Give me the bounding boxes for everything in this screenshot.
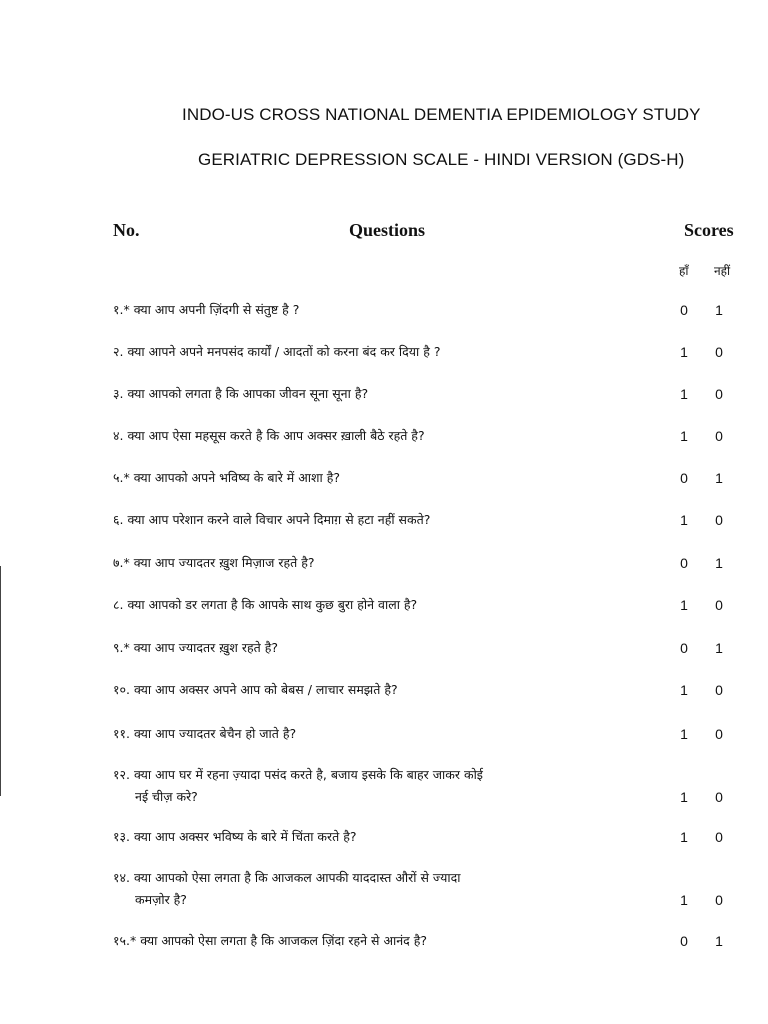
question-number: ९.* (113, 640, 130, 655)
column-header-questions: Questions (349, 220, 426, 240)
score-yes: 0 (680, 640, 688, 656)
question-number: ५.* (113, 470, 130, 485)
question-row (113, 341, 753, 363)
question-text: क्या आपको ऐसा लगता है कि आजकल आपकी याददास्त औरों से ज्यादा (133, 870, 461, 885)
question-text: क्या आप अक्सर भविष्य के बारे में चिंता करते है? (133, 829, 357, 844)
question-text: क्या आप घर में रहना ज़्यादा पसंद करते है, बजाय इसके कि बाहर जाकर कोई (133, 767, 483, 782)
question-row (113, 425, 753, 447)
score-yes: 1 (680, 829, 688, 845)
question-number: ७.* (113, 555, 130, 570)
question-text: क्या आप अक्सर अपने आप को बेबस / लाचार समझते है? (133, 682, 398, 697)
score-no: 0 (715, 789, 723, 805)
score-column-no: नहीं (714, 264, 731, 278)
question-row (113, 723, 753, 745)
column-header-scores: Scores (684, 220, 734, 240)
score-yes: 1 (680, 344, 688, 360)
question-text-continued: नई चीज़ करे? (135, 789, 198, 804)
score-yes: 0 (680, 470, 688, 486)
score-yes: 1 (680, 682, 688, 698)
score-no: 0 (715, 512, 723, 528)
question-number: १४. (113, 870, 130, 885)
question-number: ११. (113, 726, 130, 741)
question-number: १३. (113, 829, 130, 844)
score-no: 0 (715, 428, 723, 444)
question-row (113, 637, 753, 659)
score-yes: 0 (680, 933, 688, 949)
document-title: INDO-US CROSS NATIONAL DEMENTIA EPIDEMIOLOGY STUDY (182, 105, 701, 124)
question-row (113, 764, 753, 804)
score-no: 0 (715, 829, 723, 845)
column-header-no: No. (113, 220, 140, 240)
question-row (113, 826, 753, 848)
question-number: १५.* (113, 933, 137, 948)
question-text: क्या आप अपनी ज़िंदगी से संतुष्ट है ? (133, 302, 300, 317)
question-row (113, 679, 753, 701)
score-yes: 0 (680, 555, 688, 571)
score-yes: 1 (680, 512, 688, 528)
question-text: क्या आप ज्यादतर ख़ुश मिज़ाज रहते है? (133, 555, 315, 570)
score-no: 0 (715, 892, 723, 908)
question-text: क्या आपको लगता है कि आपका जीवन सूना सूना है? (127, 386, 369, 401)
score-no: 1 (715, 640, 723, 656)
question-number: ६. (113, 512, 124, 527)
score-yes: 1 (680, 892, 688, 908)
score-no: 1 (715, 302, 723, 318)
question-text: क्या आप ज्यादतर बेचैन हो जाते है? (133, 726, 297, 741)
document-subtitle: GERIATRIC DEPRESSION SCALE - HINDI VERSION (GDS-H) (198, 150, 685, 169)
score-no: 0 (715, 682, 723, 698)
score-no: 1 (715, 933, 723, 949)
question-row (113, 867, 753, 907)
question-text: क्या आप परेशान करने वाले विचार अपने दिमाग़ से हटा नहीं सकते? (127, 512, 431, 527)
question-row (113, 299, 753, 321)
question-row (113, 930, 753, 952)
question-text-continued: कमज़ोर है? (135, 892, 187, 907)
question-row (113, 552, 753, 574)
score-no: 0 (715, 386, 723, 402)
question-text: क्या आपको अपने भविष्य के बारे में आशा है? (133, 470, 340, 485)
question-number: ४. (113, 428, 124, 443)
score-yes: 1 (680, 789, 688, 805)
score-yes: 1 (680, 428, 688, 444)
score-yes: 1 (680, 597, 688, 613)
question-text: क्या आप ज्यादतर ख़ुश रहते है? (133, 640, 279, 655)
score-no: 0 (715, 597, 723, 613)
score-no: 0 (715, 726, 723, 742)
question-row (113, 594, 753, 616)
question-text: क्या आप ऐसा महसूस करते है कि आप अक्सर ख़ाली बैठे रहते है? (127, 428, 425, 443)
score-column-yes: हाँ (679, 264, 689, 278)
question-number: ३. (113, 386, 124, 401)
question-text: क्या आपको ऐसा लगता है कि आजकल ज़िंदा रहने से आनंद है? (140, 933, 428, 948)
question-row (113, 383, 753, 405)
question-number: १२. (113, 767, 130, 782)
score-yes: 1 (680, 726, 688, 742)
question-number: १०. (113, 682, 130, 697)
question-text: क्या आपने अपने मनपसंद कार्यों / आदतों को करना बंद कर दिया है ? (127, 344, 441, 359)
question-number: ८. (113, 597, 124, 612)
score-no: 0 (715, 344, 723, 360)
scan-edge-line (0, 566, 1, 796)
score-no: 1 (715, 555, 723, 571)
question-number: २. (113, 344, 124, 359)
score-yes: 0 (680, 302, 688, 318)
score-no: 1 (715, 470, 723, 486)
question-number: १.* (113, 302, 130, 317)
question-row (113, 467, 753, 489)
score-yes: 1 (680, 386, 688, 402)
question-text: क्या आपको डर लगता है कि आपके साथ कुछ बुरा होने वाला है? (127, 597, 418, 612)
question-row (113, 509, 753, 531)
